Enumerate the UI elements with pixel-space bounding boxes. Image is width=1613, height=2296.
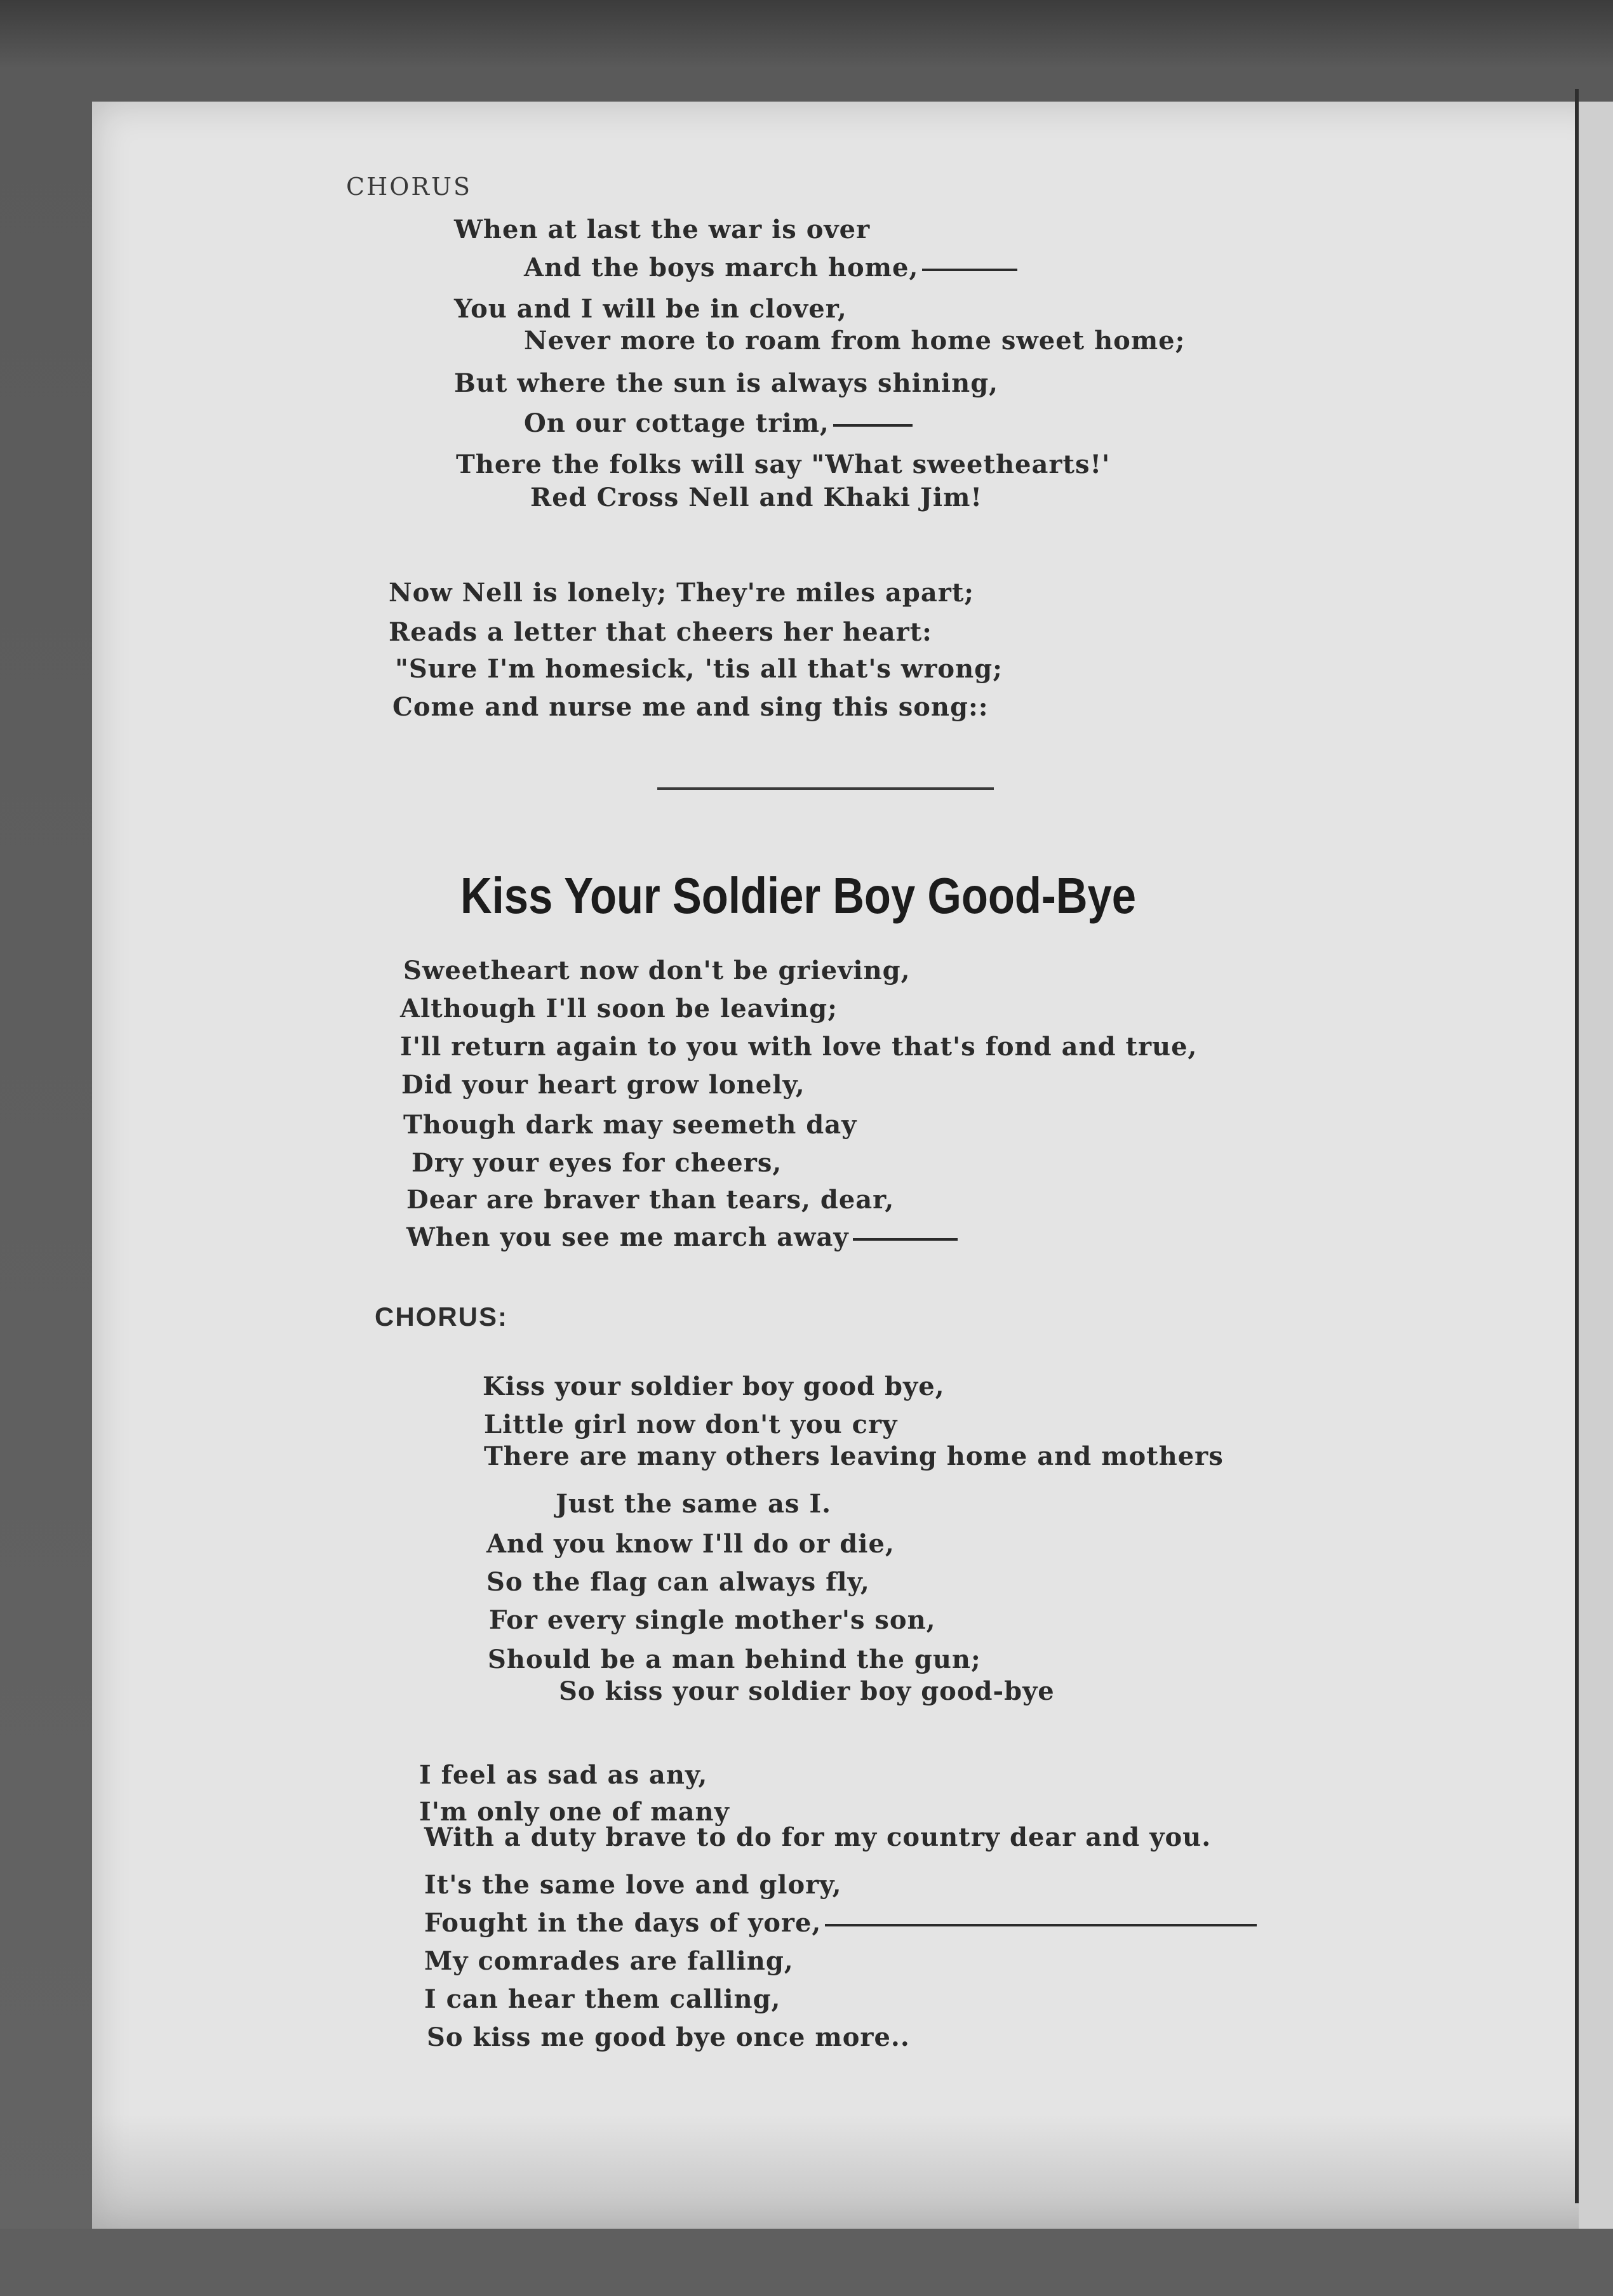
lyric-line: On our cottage trim, [524, 408, 913, 438]
lyric-line: Come and nurse me and sing this song:: [392, 692, 989, 722]
lyric-line: Never more to roam from home sweet home; [524, 326, 1186, 356]
lyric-line: I'm only one of many [419, 1797, 730, 1827]
scan-bottom-border [0, 2229, 1613, 2296]
lyric-line: My comrades are falling, [424, 1946, 794, 1976]
lyric-line: Just the same as I. [556, 1489, 831, 1519]
lyric-line: But where the sun is always shining, [454, 368, 999, 398]
lyric-line: You and I will be in clover, [454, 294, 847, 324]
page-fold-line [1575, 89, 1579, 2203]
lyric-line: Should be a man behind the gun; [488, 1645, 981, 1674]
lyric-line: Little girl now don't you cry [484, 1410, 898, 1439]
chorus-label: CHORUS: [375, 1302, 508, 1332]
lyric-line: Though dark may seemeth day [403, 1110, 857, 1140]
chorus-label: CHORUS [346, 173, 472, 201]
lyric-line: "Sure I'm homesick, 'tis all that's wrong; [395, 654, 1003, 684]
lyric-line: There are many others leaving home and mothers [484, 1441, 1224, 1471]
lyric-line: I'll return again to you with love that's fond and true, [400, 1032, 1198, 1062]
lyric-line: I feel as sad as any, [419, 1760, 708, 1790]
lyric-line: Now Nell is lonely; They're miles apart; [389, 578, 975, 608]
lyric-line: Red Cross Nell and Khaki Jim! [530, 483, 982, 512]
song-title: Kiss Your Soldier Boy Good-Bye [460, 867, 1137, 924]
lyric-line: Did your heart grow lonely, [401, 1070, 805, 1100]
lyric-line: So kiss your soldier boy good-bye [559, 1676, 1055, 1706]
lyric-line: And the boys march home, [524, 253, 1017, 283]
lyric-line: So kiss me good bye once more.. [427, 2022, 910, 2052]
lyric-line: For every single mother's son, [489, 1605, 936, 1635]
adjacent-page-edge [1579, 102, 1613, 2229]
lyric-line: When at last the war is over [454, 215, 871, 244]
lyric-line: It's the same love and glory, [424, 1870, 842, 1900]
lyric-line: And you know I'll do or die, [486, 1529, 895, 1559]
lyric-line: With a duty brave to do for my country dear and you. [424, 1822, 1212, 1852]
lyric-line: I can hear them calling, [424, 1984, 781, 2014]
lyric-line: When you see me march away [406, 1222, 958, 1252]
lyric-line: So the flag can always fly, [486, 1567, 870, 1597]
lyric-line: Fought in the days of yore, [424, 1908, 1257, 1938]
lyric-line: Sweetheart now don't be grieving, [403, 956, 911, 985]
lyric-line: Reads a letter that cheers her heart: [389, 617, 932, 647]
lyric-line: Dear are braver than tears, dear, [406, 1185, 895, 1215]
lyric-line: Although I'll soon be leaving; [400, 994, 838, 1024]
lyric-line: There the folks will say "What sweethearts!' [456, 450, 1111, 479]
lyric-line: Kiss your soldier boy good bye, [483, 1372, 945, 1401]
section-divider [657, 787, 994, 790]
lyric-line: Dry your eyes for cheers, [412, 1148, 782, 1178]
